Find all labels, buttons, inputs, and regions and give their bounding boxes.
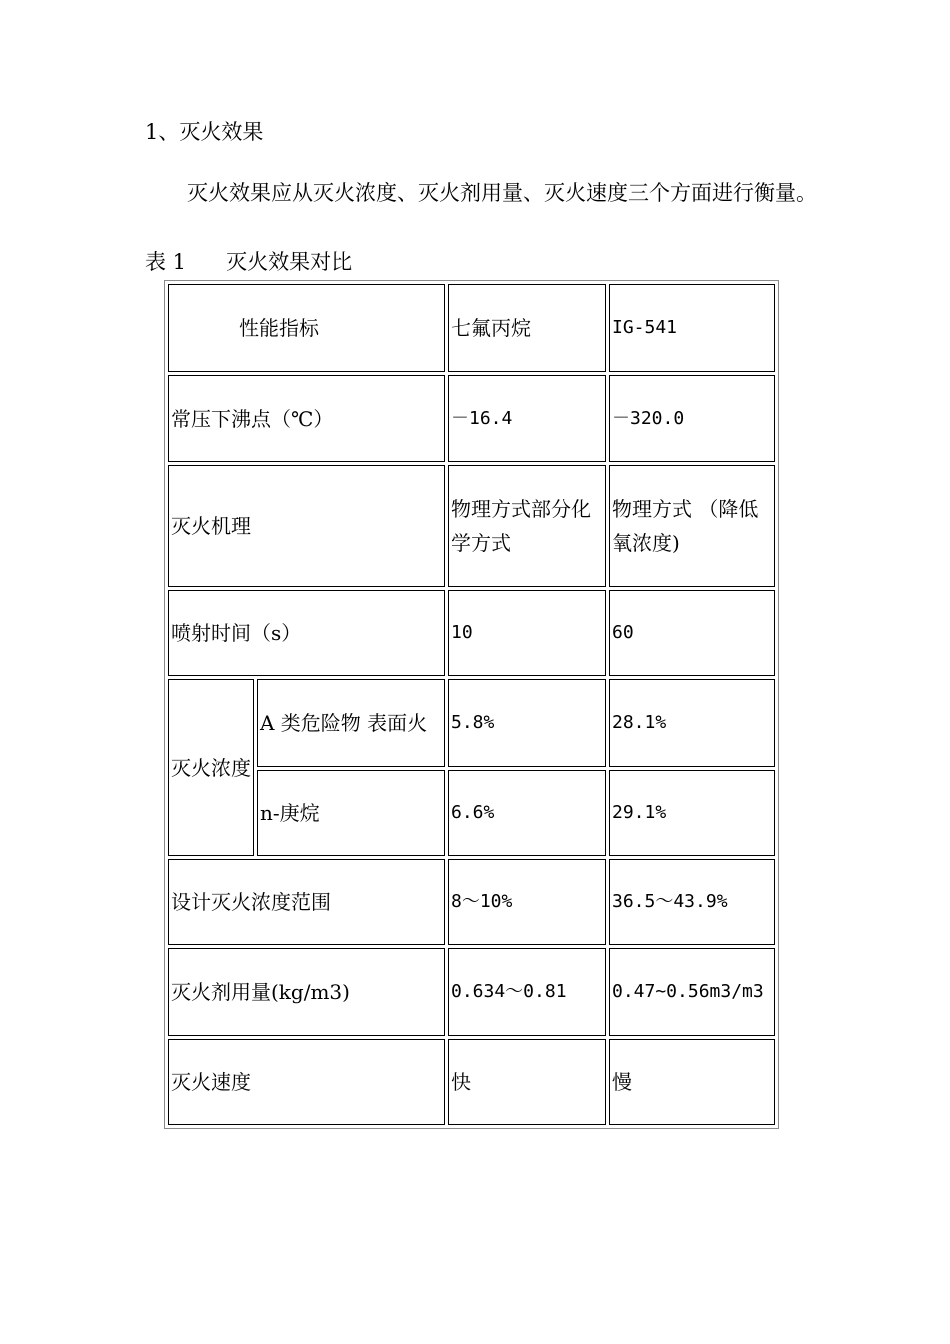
row-label-design-range: 设计灭火浓度范围 (168, 859, 445, 945)
section-heading: 1、灭火效果 (145, 120, 264, 144)
cell-value: 物理方式 （降低氧浓度) (609, 465, 775, 587)
cell-value: 快 (448, 1039, 606, 1125)
table-row (168, 590, 775, 676)
cell-value: 6.6% (448, 770, 606, 856)
table-row (168, 859, 775, 945)
table-row (168, 465, 775, 587)
row-label-mechanism: 灭火机理 (168, 465, 445, 587)
comparison-table (164, 280, 779, 1129)
header-cell-ig541: IG-541 (609, 284, 775, 372)
sub-label-n-heptane: n-庚烷 (257, 770, 445, 856)
row-label-spray-time: 喷射时间（s） (168, 590, 445, 676)
cell-value: 60 (609, 590, 775, 676)
table-row (168, 1039, 775, 1125)
table-row (168, 948, 775, 1036)
cell-value: －16.4 (448, 375, 606, 462)
cell-value: 10 (448, 590, 606, 676)
cell-value: 慢 (609, 1039, 775, 1125)
cell-value: 5.8% (448, 679, 606, 767)
cell-value: 36.5～43.9% (609, 859, 775, 945)
table-caption: 表 1 灭火效果对比 (145, 250, 353, 274)
comparison-table-wrapper (164, 280, 779, 1129)
header-cell-metric: 性能指标 (168, 284, 445, 372)
row-label-speed: 灭火速度 (168, 1039, 445, 1125)
table-row (168, 375, 775, 462)
table-row (168, 679, 775, 767)
cell-value: 29.1% (609, 770, 775, 856)
sub-label-class-a: A 类危险物 表面火 (257, 679, 445, 767)
cell-value: 0.634～0.81 (448, 948, 606, 1036)
table-row (168, 770, 775, 856)
row-label-concentration: 灭火浓度 (168, 679, 254, 856)
row-label-agent-amount: 灭火剂用量(kg/m3) (168, 948, 445, 1036)
intro-paragraph: 灭火效果应从灭火浓度、灭火剂用量、灭火速度三个方面进行衡量。 (187, 181, 817, 205)
cell-value: 8～10% (448, 859, 606, 945)
cell-value: 0.47~0.56m3/m3 (609, 948, 775, 1036)
cell-value: －320.0 (609, 375, 775, 462)
cell-value: 28.1% (609, 679, 775, 767)
table-row (168, 284, 775, 372)
header-cell-heptafluoropropane: 七氟丙烷 (448, 284, 606, 372)
row-label-boiling-point: 常压下沸点（℃） (168, 375, 445, 462)
cell-value: 物理方式部分化学方式 (448, 465, 606, 587)
